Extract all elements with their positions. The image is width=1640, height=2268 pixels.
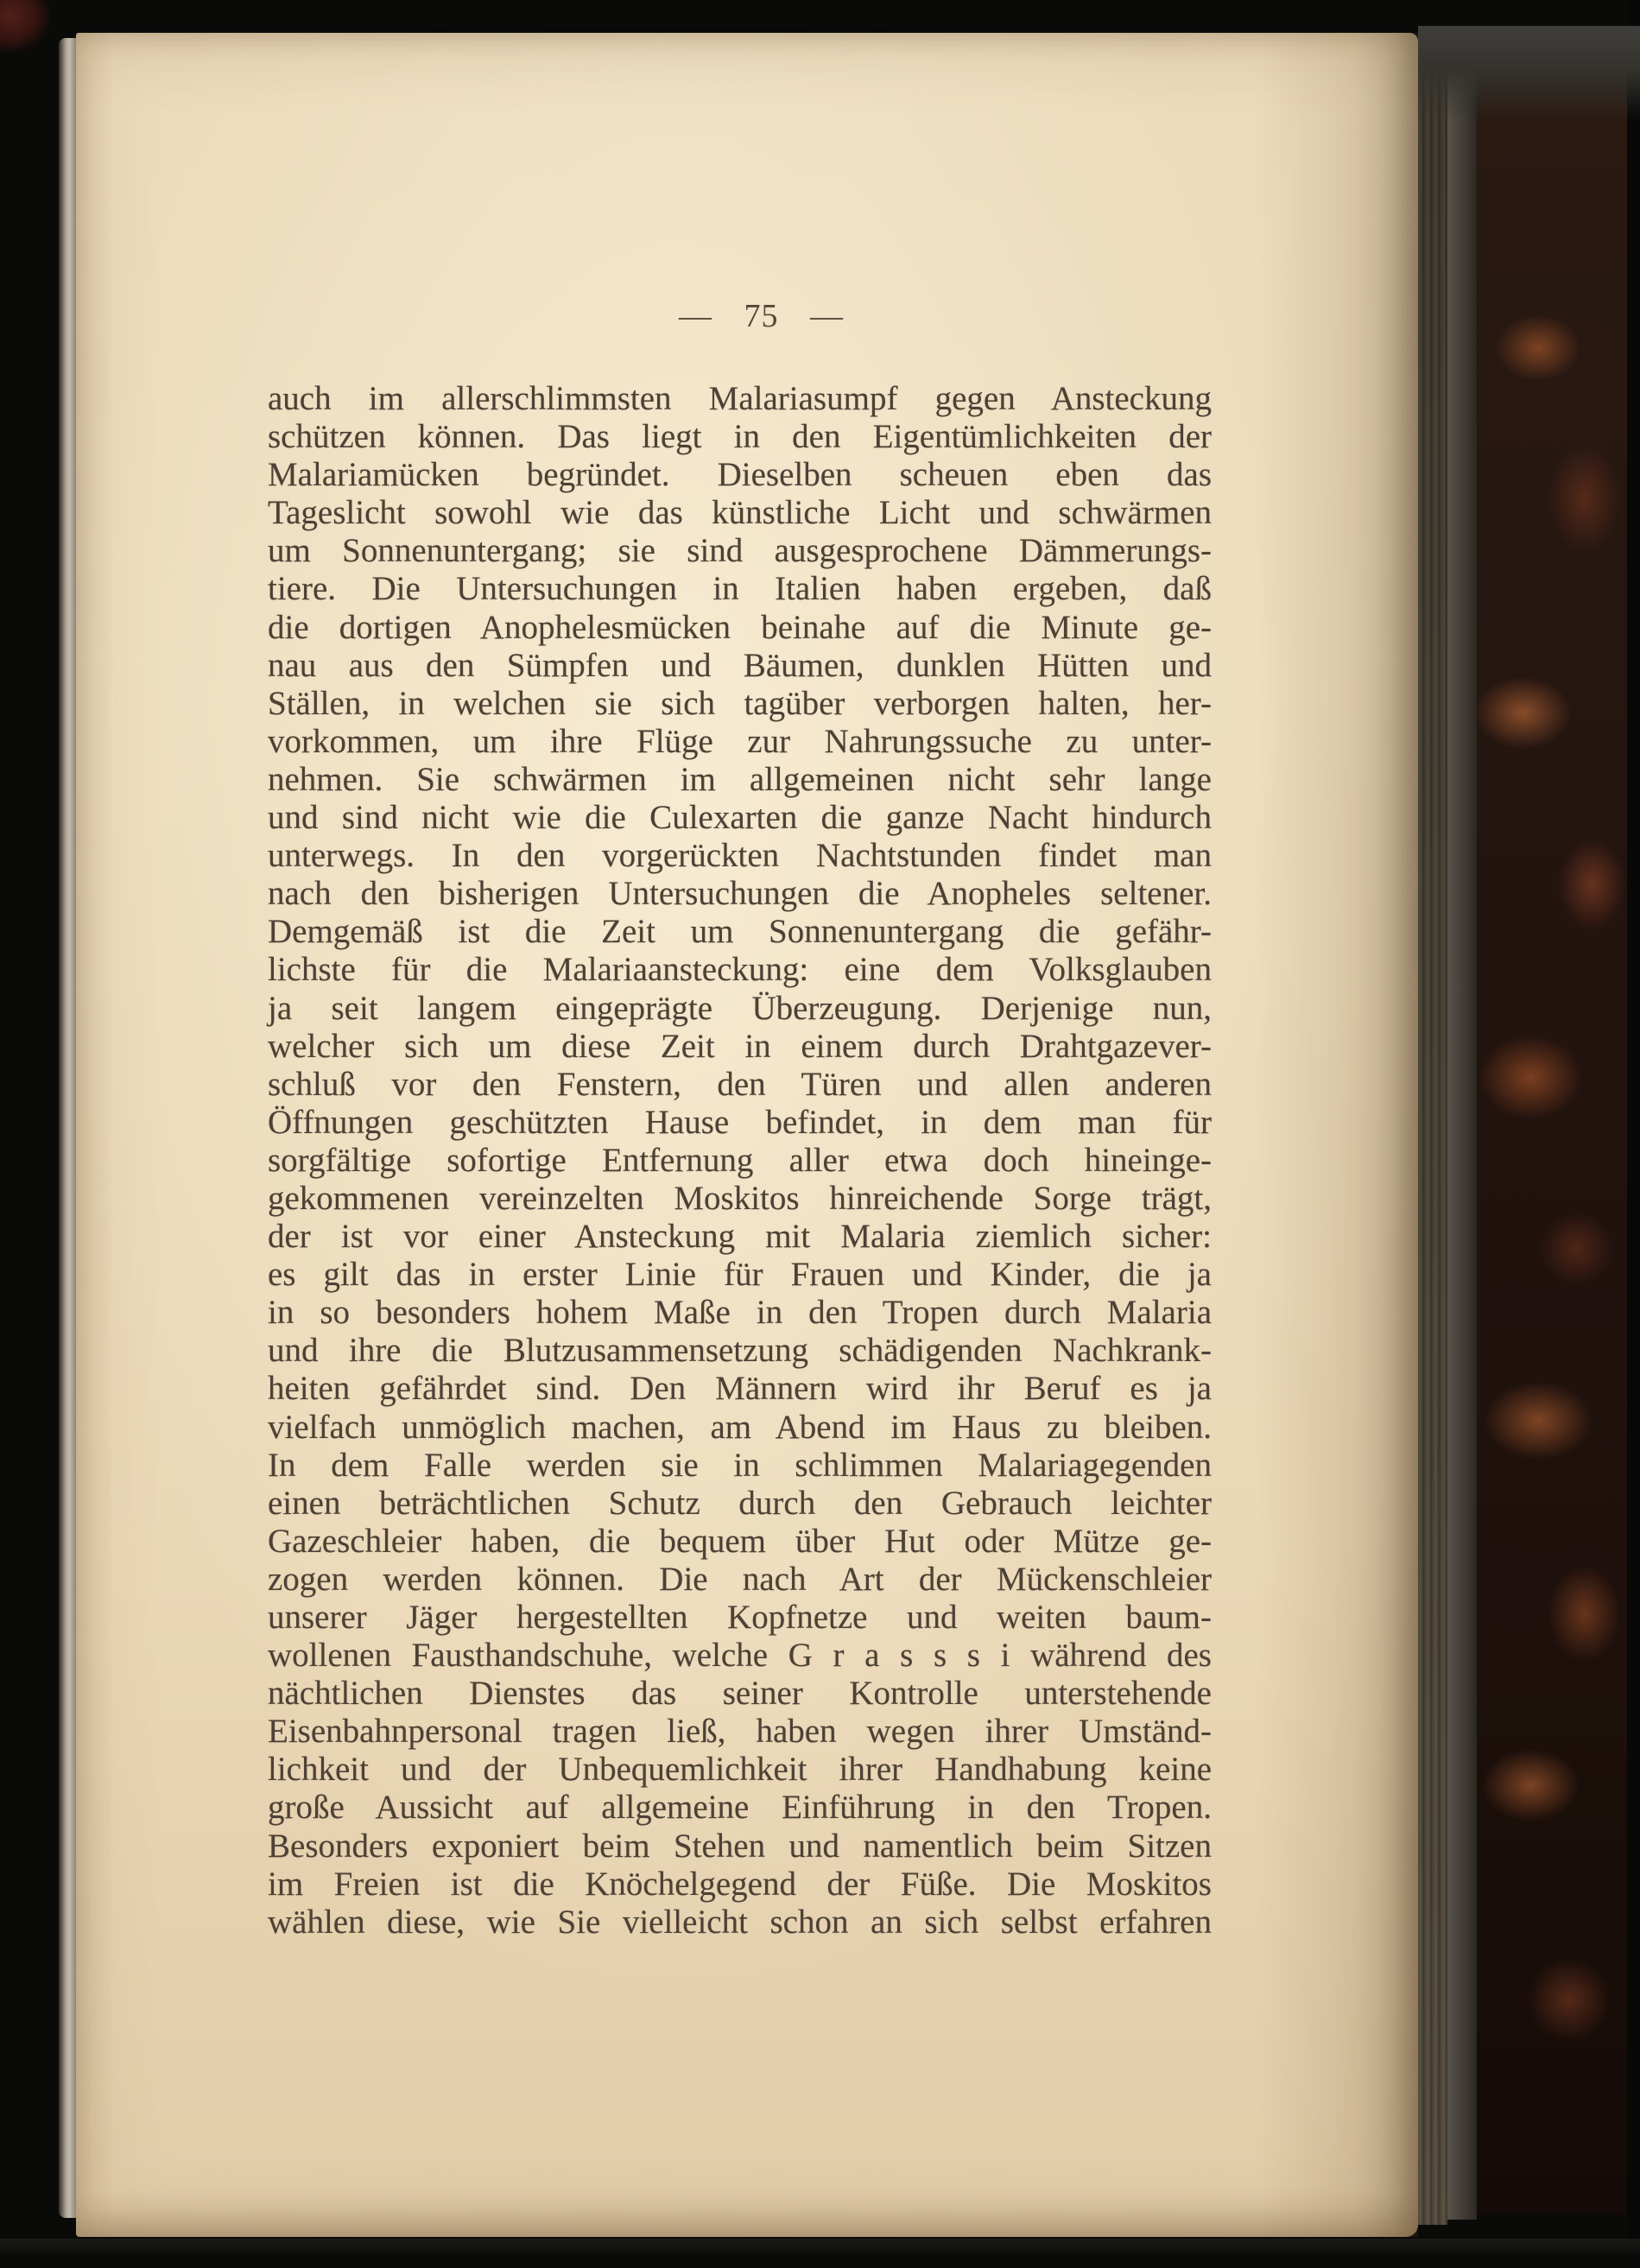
page-text bbox=[268, 380, 1212, 1942]
text-line: und ihre die Blutzusammensetzung schädigenden Nachkrank- bbox=[268, 1332, 1212, 1370]
text-line: sorgfältige sofortige Entfernung aller etwa doch hineinge- bbox=[268, 1141, 1212, 1179]
text-line: in so besonders hohem Maße in den Tropen durch Malaria bbox=[268, 1294, 1212, 1332]
text-line: schluß vor den Fenstern, den Türen und allen anderen bbox=[268, 1065, 1212, 1103]
marbled-fore-edge bbox=[1477, 69, 1631, 2214]
text-line: nau aus den Sümpfen und Bäumen, dunklen Hütten und bbox=[268, 646, 1212, 684]
book-cover-corner bbox=[1418, 26, 1640, 121]
text-line: unserer Jäger hergestellten Kopfnetze und weiten baum- bbox=[268, 1599, 1212, 1636]
fore-edge-pages bbox=[1418, 52, 1447, 2225]
text-line: welcher sich um diese Zeit in einem durch Drahtgazever- bbox=[268, 1027, 1212, 1065]
bottom-shadow bbox=[0, 2239, 1640, 2268]
header-dash-right: — bbox=[810, 298, 844, 334]
page-header bbox=[268, 297, 1255, 335]
text-line: nach den bisherigen Untersuchungen die Anopheles seltener. bbox=[268, 875, 1212, 913]
text-line: der ist vor einer Ansteckung mit Malaria ziemlich sicher: bbox=[268, 1218, 1212, 1256]
book-page bbox=[76, 33, 1418, 2237]
text-line: und sind nicht wie die Culexarten die ganze Nacht hindurch bbox=[268, 799, 1212, 837]
text-line: wollenen Fausthandschuhe, welche G r a s s s i während des bbox=[268, 1637, 1212, 1675]
right-border bbox=[1627, 0, 1640, 2268]
text-line: schützen können. Das liegt in den Eigentümlichkeiten der bbox=[268, 418, 1212, 456]
text-line: Malariamücken begründet. Dieselben scheuen eben das bbox=[268, 456, 1212, 494]
text-line: einen beträchtlichen Schutz durch den Gebrauch leichter bbox=[268, 1484, 1212, 1522]
text-line: zogen werden können. Die nach Art der Mückenschleier bbox=[268, 1560, 1212, 1598]
text-line: um Sonnenuntergang; sie sind ausgesprochene Dämmerungs- bbox=[268, 532, 1212, 570]
text-line: wählen diese, wie Sie vielleicht schon an sich selbst erfahren bbox=[268, 1903, 1212, 1941]
text-line: es gilt das in erster Linie für Frauen und Kinder, die ja bbox=[268, 1256, 1212, 1294]
text-line: große Aussicht auf allgemeine Einführung in den Tropen. bbox=[268, 1789, 1212, 1827]
left-page-edge bbox=[59, 38, 78, 2218]
text-line: vorkommen, um ihre Flüge zur Nahrungssuche zu unter- bbox=[268, 722, 1212, 760]
text-line: nächtlichen Dienstes das seiner Kontrolle unterstehende bbox=[268, 1675, 1212, 1713]
header-dash-left: — bbox=[679, 298, 712, 334]
top-left-stain bbox=[0, 0, 50, 52]
text-line: ja seit langem eingeprägte Überzeugung. Derjenige nun, bbox=[268, 989, 1212, 1027]
text-line: Ställen, in welchen sie sich tagüber verborgen halten, her- bbox=[268, 684, 1212, 722]
page-number: 75 bbox=[744, 298, 779, 334]
text-line: gekommenen vereinzelten Moskitos hinreichende Sorge trägt, bbox=[268, 1179, 1212, 1217]
text-line: die dortigen Anophelesmücken beinahe auf die Minute ge- bbox=[268, 608, 1212, 646]
text-line: heiten gefährdet sind. Den Männern wird ihr Beruf es ja bbox=[268, 1370, 1212, 1408]
text-line: Öffnungen geschützten Hause befindet, in dem man für bbox=[268, 1103, 1212, 1141]
text-line: lichkeit und der Unbequemlichkeit ihrer Handhabung keine bbox=[268, 1751, 1212, 1789]
text-line: vielfach unmöglich machen, am Abend im Haus zu bleiben. bbox=[268, 1408, 1212, 1446]
text-line: nehmen. Sie schwärmen im allgemeinen nicht sehr lange bbox=[268, 760, 1212, 798]
text-line: im Freien ist die Knöchelgegend der Füße. Die Moskitos bbox=[268, 1865, 1212, 1903]
text-line: In dem Falle werden sie in schlimmen Malariagegenden bbox=[268, 1446, 1212, 1484]
text-line: Gazeschleier haben, die bequem über Hut oder Mütze ge- bbox=[268, 1522, 1212, 1560]
text-line: auch im allerschlimmsten Malariasumpf gegen Ansteckung bbox=[268, 380, 1212, 417]
text-line: tiere. Die Untersuchungen in Italien haben ergeben, daß bbox=[268, 570, 1212, 608]
text-line: unterwegs. In den vorgerückten Nachtstunden findet man bbox=[268, 837, 1212, 875]
text-line: lichste für die Malariaansteckung: eine dem Volksglauben bbox=[268, 951, 1212, 989]
fore-edge-shadow bbox=[1447, 60, 1477, 2220]
text-line: Eisenbahnpersonal tragen ließ, haben wegen ihrer Umständ- bbox=[268, 1713, 1212, 1751]
text-line: Tageslicht sowohl wie das künstliche Licht und schwärmen bbox=[268, 494, 1212, 532]
text-line: Demgemäß ist die Zeit um Sonnenuntergang die gefähr- bbox=[268, 913, 1212, 951]
text-line: Besonders exponiert beim Stehen und namentlich beim Sitzen bbox=[268, 1827, 1212, 1865]
